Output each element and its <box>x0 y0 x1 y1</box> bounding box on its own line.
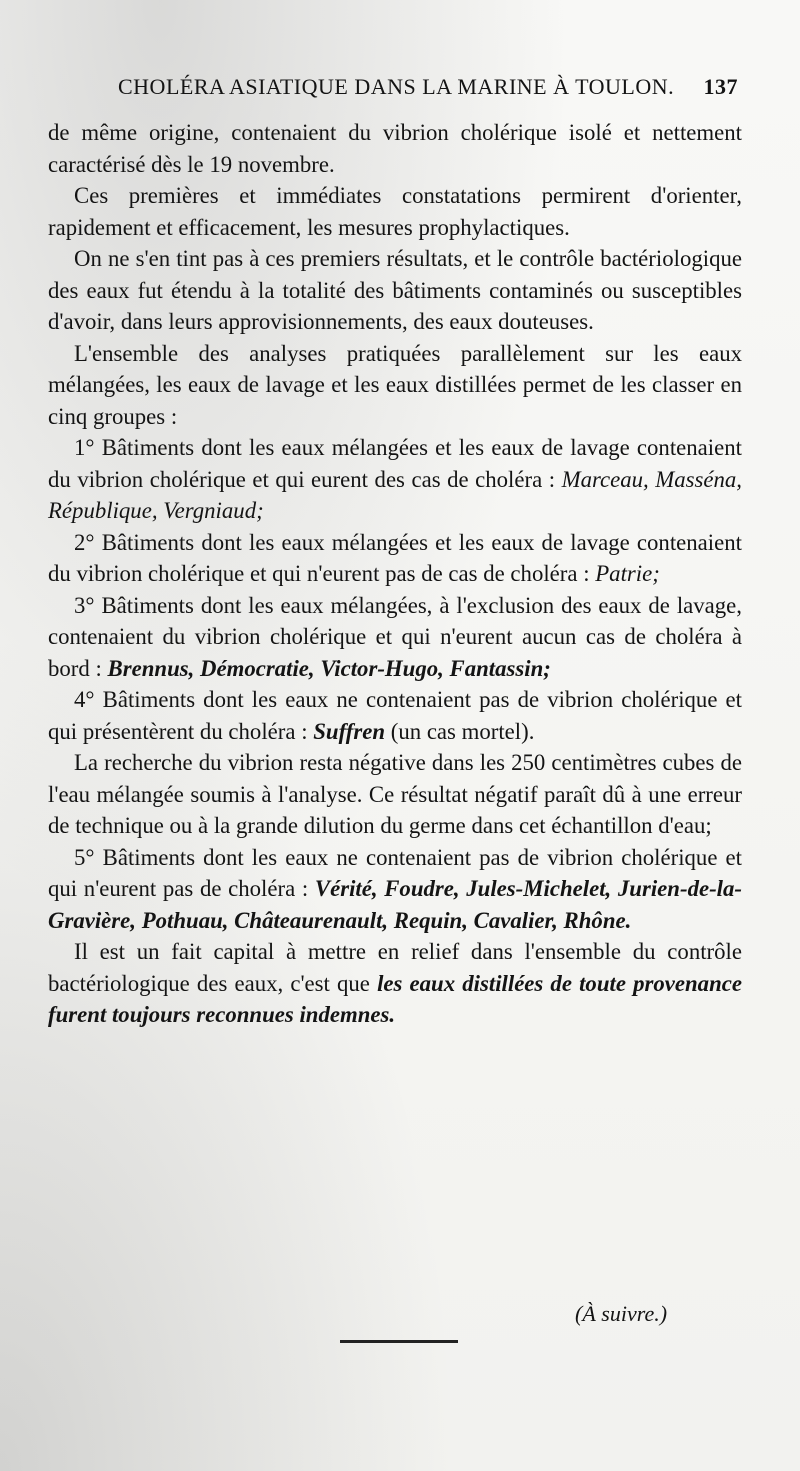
body-text <box>48 117 742 1031</box>
running-header <box>118 74 738 104</box>
end-rule <box>340 1340 458 1343</box>
paragraph-conclusion <box>48 936 742 1031</box>
group-4 <box>48 684 742 747</box>
group-4-ship: Suffren <box>313 718 386 744</box>
conclusion-emphasis: les eaux distillées de toute provenance furent toujours reconnues indemnes. <box>48 970 742 1027</box>
group-3-text: 3° Bâtiments dont les eaux mélangées, à l'exclusion des eaux de lavage, contenaient du vibrion cholérique et qui n'eurent aucun cas de choléra à bord : <box>48 592 742 681</box>
group-2-ships: Patrie; <box>595 561 660 586</box>
group-3 <box>48 590 742 685</box>
running-title: CHOLÉRA ASIATIQUE DANS LA MARINE À TOULON. <box>118 74 675 99</box>
paragraph-analyses: L'ensemble des analyses pratiquées parallèlement sur les eaux mélangées, les eaux de lavage et les eaux distillées permet de les classer en cinq groupes : <box>48 340 742 429</box>
group-5 <box>48 842 742 937</box>
group-4-tail: (un cas mortel). <box>385 718 535 744</box>
paragraph-continuation: de même origine, contenaient du vibrion cholérique isolé et nettement caractérisé dès le 19 novembre. <box>48 120 742 177</box>
page-number: 137 <box>703 74 738 99</box>
group-1 <box>48 432 742 527</box>
group-5-text: 5° Bâtiments dont les eaux ne contenaient pas de vibrion cholérique et qui n'eurent pas de choléra : <box>48 844 742 901</box>
group-1-ships: Marceau, Masséna, République, Vergniaud; <box>48 466 743 523</box>
group-3-ships: Brennus, Démocratie, Victor-Hugo, Fantassin; <box>107 655 551 681</box>
group-5-ships: Vérité, Foudre, Jules-Michelet, Jurien-de-la-Gravière, Pothuau, Châteaurenault, Requin, Cavalier, Rhône. <box>48 876 743 933</box>
group-2 <box>48 527 742 590</box>
group-1-text: 1° Bâtiments dont les eaux mélangées et les eaux de lavage contenaient du vibrion cholérique et qui eurent des cas de choléra : <box>48 435 742 492</box>
paragraph-constatations: Ces premières et immédiates constatations permirent d'orienter, rapidement et efficacement, les mesures prophylactiques. <box>48 183 742 240</box>
group-4-text: 4° Bâtiments dont les eaux ne contenaient pas de vibrion cholérique et qui présentèrent du choléra : <box>48 687 742 744</box>
to-be-continued: (À suivre.) <box>575 1301 668 1326</box>
paragraph-recherche: La recherche du vibrion resta négative dans les 250 centimètres cubes de l'eau mélangée soumis à l'analyse. Ce résultat négatif paraît dû à une erreur de technique ou à la grande dilution du germe dans cet échantillon d'eau; <box>48 750 742 838</box>
group-2-text: 2° Bâtiments dont les eaux mélangées et les eaux de lavage contenaient du vibrion cholérique et qui n'eurent pas de cas de choléra : <box>48 529 742 586</box>
paragraph-controle: On ne s'en tint pas à ces premiers résultats, et le contrôle bactériologique des eaux fut étendu à la totalité des bâtiments contaminés ou susceptibles d'avoir, dans leurs approvisionnements, des eaux douteuses. <box>48 246 742 334</box>
conclusion-text: Il est un fait capital à mettre en relief dans l'ensemble du contrôle bactériologique des eaux, c'est que <box>48 939 742 996</box>
